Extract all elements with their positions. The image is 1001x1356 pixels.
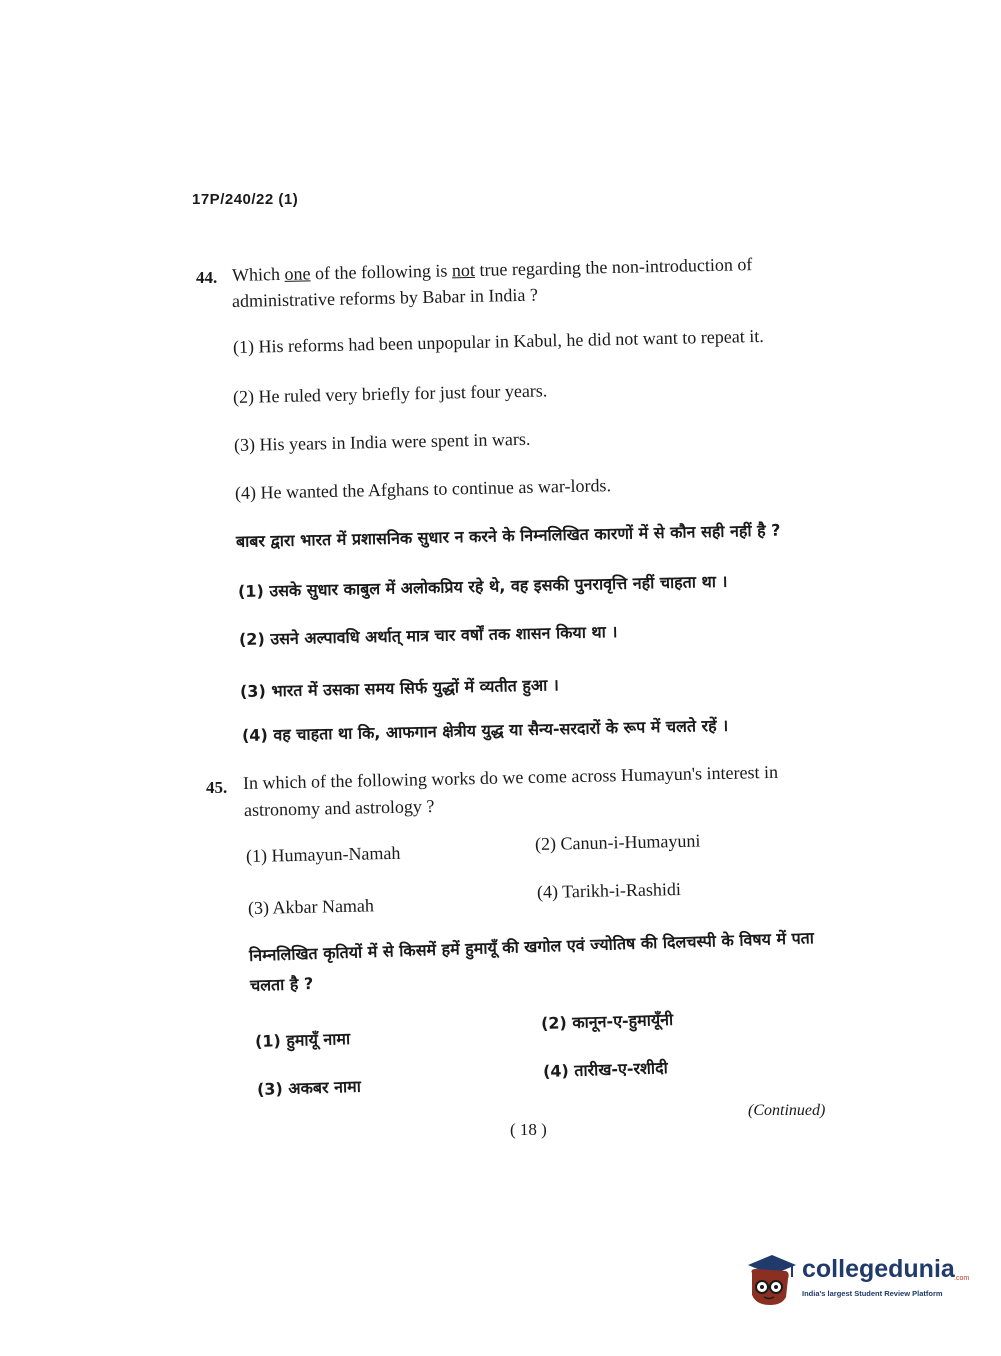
watermark-tagline: India's largest Student Review Platform	[802, 1289, 943, 1298]
q45-option-4-hi: (4) तारीख-ए-रशीदी	[542, 1058, 668, 1081]
q45-option-2-hi: (2) कानून-ए-हुमायूँनी	[540, 1009, 674, 1033]
watermark-domain-suffix: .com	[954, 1275, 970, 1282]
q45-option-2-en: (2) Canun-i-Humayuni	[534, 830, 701, 854]
page-number: ( 18 )	[510, 1120, 547, 1139]
collegedunia-watermark	[742, 1251, 972, 1311]
q44-option-4-hi: (4) वह चाहता था कि, आफगान क्षेत्रीय युद्ध या सैन्य-सरदारों के रूप में चलते रहें ।	[241, 715, 729, 745]
q45-option-1-en: (1) Humayun-Namah	[245, 842, 401, 866]
question-44-number: 44.	[196, 268, 218, 287]
q44-option-2-hi: (2) उसने अल्पावधि अर्थात् मात्र चार वर्षों तक शासन किया था ।	[238, 622, 618, 649]
q44-option-2-en: (2) He ruled very briefly for just four years.	[232, 380, 548, 407]
q45-question-hi-line1: निम्नलिखित कृतियों में से किसमें हमें हुमायूँ की खगोल एवं ज्योतिष की दिलचस्पी के विषय में पता	[248, 928, 815, 965]
q44-option-3-en: (3) His years in India were spent in wars.	[233, 428, 531, 455]
question-45-text-line1: In which of the following works do we come across Humayun's interest in	[242, 761, 779, 793]
student-mascot-icon	[742, 1251, 798, 1307]
q45-question-hi-line2: चलता है ?	[249, 974, 314, 995]
question-45-text-line2: astronomy and astrology ?	[243, 796, 435, 820]
question-45-number: 45.	[206, 778, 228, 797]
q44-option-4-en: (4) He wanted the Afghans to continue as war-lords.	[234, 475, 612, 503]
question-44-text-line2: administrative reforms by Babar in India ?	[231, 284, 539, 311]
watermark-brand: collegedunia	[802, 1255, 955, 1283]
continued-label: (Continued)	[748, 1102, 826, 1119]
q45-option-3-en: (3) Akbar Namah	[247, 895, 375, 918]
q45-option-3-hi: (3) अकबर नामा	[256, 1076, 362, 1099]
paper-code: 17P/240/22 (1)	[192, 191, 299, 208]
q44-option-1-hi: (1) उसके सुधार काबुल में अलोकप्रिय रहे थे, वह इसकी पुनरावृत्ति नहीं चाहता था ।	[237, 571, 728, 601]
q45-option-1-hi: (1) हुमायूँ नामा	[254, 1029, 351, 1051]
q44-option-3-hi: (3) भारत में उसका समय सिर्फ युद्धों में व्यतीत हुआ ।	[239, 675, 560, 701]
q45-option-4-en: (4) Tarikh-i-Rashidi	[536, 878, 682, 902]
q44-question-hi: बाबर द्वारा भारत में प्रशासनिक सुधार न करने के निम्नलिखित कारणों में से कौन सही नहीं है ?	[235, 520, 781, 551]
q44-option-1-en: (1) His reforms had been unpopular in Kabul, he did not want to repeat it.	[232, 325, 764, 357]
question-44-text-line1: Which one of the following is not true regarding the non-introduction of	[231, 254, 753, 285]
